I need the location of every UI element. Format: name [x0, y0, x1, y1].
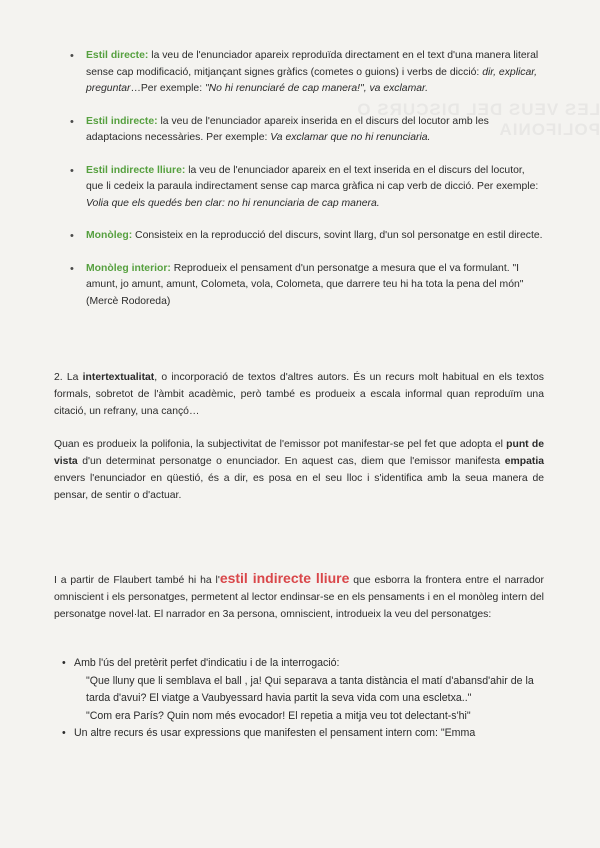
- term-empatia: empatia: [504, 456, 544, 467]
- intertextuality-paragraph: 2. La intertextualitat, o incorporació de textos d'altres autors. És un recurs molt habitual en els textos formals, sobretot de l'àmbit acadèmic, però també es produeix a escala informal quan reproduïm una citació, un refrany, una cançó…: [54, 372, 544, 417]
- list-item: [66, 48, 544, 98]
- definition-text: Reprodueix el pensament d'un personatge a mesura que el va formulant. "I amunt, jo amunt, amunt, Colometa, vola, Colometa, que darrere teu hi ha tota la pena del món" (Mercè Rodoreda): [86, 262, 524, 307]
- example-text: "No hi renunciaré de cap manera!", va exclamar.: [204, 83, 428, 94]
- polyphony-paragraph: Quan es produeix la polifonia, la subjectivitat de l'emissor pot manifestar-se pel fet que adopta el punt de vista d'un determinat personatge o enunciador. En aquest cas, diem que l'emissor manifesta empatia envers l'enunciador en qüestió, és a dir, es posa en el seu lloc i s'identifica amb la seua manera de pensar, de sentir o d'actuar.: [54, 439, 544, 501]
- term-estil-indirecte: Estil indirecte:: [86, 115, 158, 127]
- term-monoleg-interior: Monòleg interior:: [86, 262, 171, 274]
- term-monoleg: Monòleg:: [86, 230, 133, 241]
- speech-styles-list: [66, 48, 544, 326]
- list-item: [66, 228, 544, 245]
- definition-text: …Per exemple:: [130, 83, 205, 94]
- bullet-icon: •: [70, 50, 74, 62]
- bullet-icon: •: [62, 657, 66, 669]
- closing-text: Un altre recurs és usar expressions que manifesten el pensament intern com: "Emma: [74, 727, 476, 739]
- examples-list: [62, 655, 546, 743]
- term-intertextualitat: intertextualitat: [82, 372, 155, 383]
- example-intro: Amb l'ús del pretèrit perfet d'indicatiu i de la interrogació:: [74, 657, 340, 669]
- definition-text: la veu de l'enunciador apareix reproduïda directament en el text d'una manera literal sense cap modificació, mitjançant signes gràfics (cometes o guions) i verbs de dicció:: [86, 50, 539, 78]
- term-estil-directe: Estil directe:: [86, 50, 149, 61]
- bleed-through-title: LES VEUS DEL DISCURS O POLIFONIA: [356, 100, 600, 139]
- definition-text: la veu de l'enunciador apareix en el text inserida en el discurs del locutor, que li cedeix la paraula indirectament sense cap marca gràfica ni cap verb de dicció. Per exemple:: [86, 164, 539, 192]
- term-punt-de-vista: punt de vista: [54, 439, 544, 467]
- definition-text: la veu de l'enunciador apareix inserida en el discurs del locutor amb les adaptacions necessàries. Per exemple:: [86, 115, 489, 143]
- bullet-icon: •: [70, 230, 74, 242]
- list-item: [62, 655, 546, 725]
- bullet-icon: •: [70, 164, 74, 177]
- bullet-icon: •: [70, 115, 74, 128]
- term-estil-indirecte-lliure: Estil indirecte lliure:: [86, 164, 186, 176]
- bullet-icon: •: [70, 262, 74, 275]
- definition-text: Consisteix en la reproducció del discurs, sovint llarg, d'un sol personatge en estil directe.: [132, 230, 543, 241]
- example-text: Va exclamar que no hi renunciaria.: [270, 132, 431, 143]
- highlight-estil-indirecte-lliure: estil indirecte lliure: [219, 570, 350, 586]
- list-item: [66, 114, 544, 147]
- list-item: [66, 163, 544, 213]
- list-item: [66, 261, 544, 311]
- verb-examples: dir, explicar, preguntar: [86, 66, 538, 94]
- quote-text: "Que lluny que li semblava el ball , ja! Qui separava a tanta distància el matí d'abansd'ahir de la tarda d'avui? El viatge a Vaubyessard havia partit la seva vida com una escletxa..": [86, 674, 534, 704]
- quote-text: "Com era París? Quin nom més evocador! El repetia a mitja veu tot delectant-s'hi": [86, 709, 471, 722]
- example-text: Volia que els quedés ben clar: no hi renunciaria de cap manera.: [86, 197, 380, 209]
- bullet-icon: •: [62, 727, 66, 739]
- list-item: [62, 725, 546, 743]
- flaubert-paragraph: I a partir de Flaubert també hi ha l'estil indirecte lliure que esborra la frontera entre el narrador omniscient i els personatges, permetent al lector endinsar-se en els pensaments i en el monòleg intern del personatge novel·lat. El narrador en 3a persona, omniscient, introdueix la veu del personatges:: [54, 570, 544, 620]
